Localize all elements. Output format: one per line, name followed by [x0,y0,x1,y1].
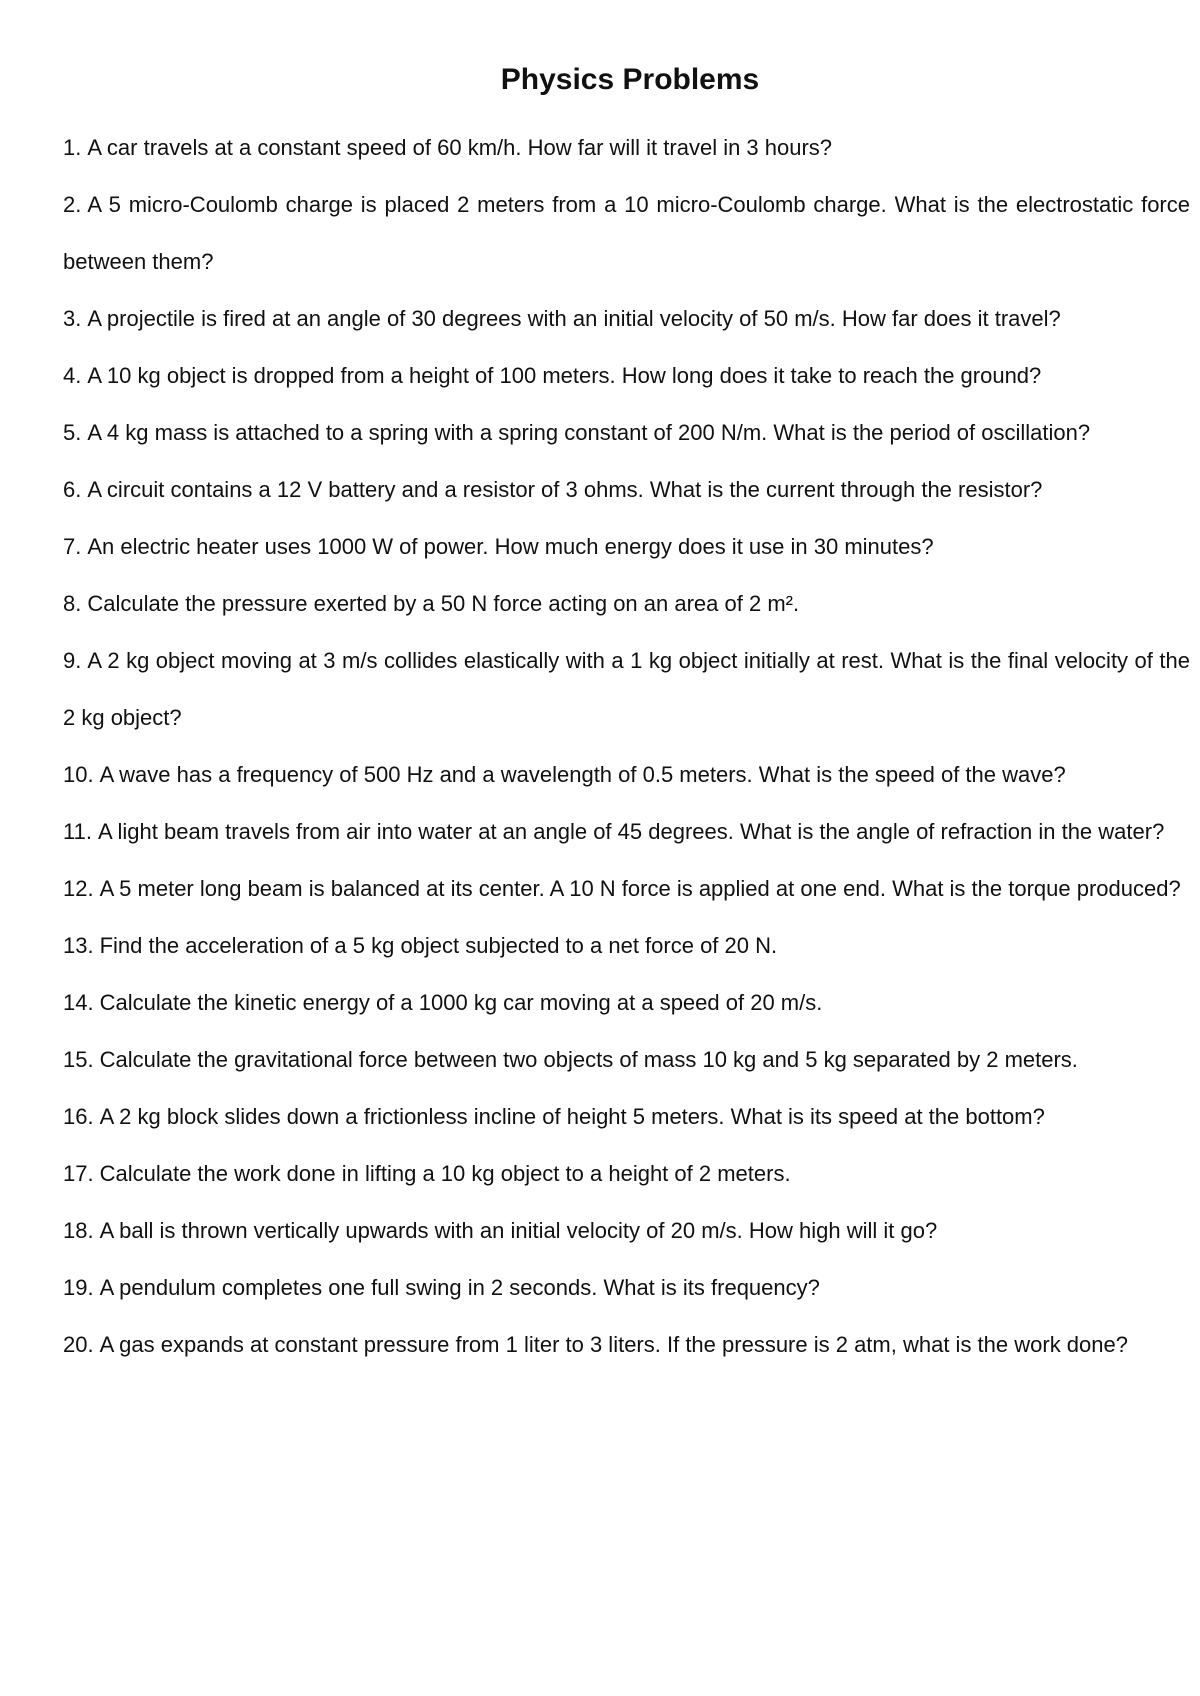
problem-text: A 5 meter long beam is balanced at its center. A 10 N force is applied at one end. What is the torque produced? [99,876,1181,901]
problem-number: 7. [63,534,82,559]
problem-item [63,1031,1190,1088]
problem-item [63,1145,1190,1202]
problem-text: A 10 kg object is dropped from a height of 100 meters. How long does it take to reach the ground? [87,363,1042,388]
problem-number: 10. [63,762,94,787]
problem-item [63,575,1190,632]
problem-text: A 4 kg mass is attached to a spring with a spring constant of 200 N/m. What is the period of oscillation? [87,420,1091,445]
problem-item [63,518,1190,575]
problem-text: An electric heater uses 1000 W of power. How much energy does it use in 30 minutes? [87,534,934,559]
problem-text: A pendulum completes one full swing in 2 seconds. What is its frequency? [99,1275,820,1300]
problem-text: A 2 kg object moving at 3 m/s collides elastically with a 1 kg object initially at rest. What is the final velocity of the 2 kg object? [63,648,1190,730]
page-title: Physics Problems [500,63,760,96]
problem-text: A wave has a frequency of 500 Hz and a wavelength of 0.5 meters. What is the speed of the wave? [99,762,1066,787]
problem-item [63,746,1190,803]
problem-text: A 5 micro-Coulomb charge is placed 2 meters from a 10 micro-Coulomb charge. What is the electrostatic force between them? [63,192,1190,274]
problem-number: 13. [63,933,94,958]
problem-text: Calculate the kinetic energy of a 1000 kg car moving at a speed of 20 m/s. [99,990,823,1015]
problem-text: A circuit contains a 12 V battery and a resistor of 3 ohms. What is the current through the resistor? [87,477,1043,502]
problem-text: Calculate the pressure exerted by a 50 N force acting on an area of 2 m². [87,591,800,616]
problem-item [63,803,1190,860]
problem-number: 4. [63,363,82,388]
problem-item [63,404,1190,461]
problem-text: A gas expands at constant pressure from 1 liter to 3 liters. If the pressure is 2 atm, what is the work done? [99,1332,1128,1357]
problem-item [63,917,1190,974]
problem-item [63,176,1190,290]
problem-number: 18. [63,1218,94,1243]
problem-number: 19. [63,1275,94,1300]
problem-item [63,974,1190,1031]
problem-number: 14. [63,990,94,1015]
problem-number: 15. [63,1047,94,1072]
problem-number: 9. [63,648,82,673]
problem-text: A light beam travels from air into water at an angle of 45 degrees. What is the angle of refraction in the water? [97,819,1165,844]
problem-item [63,461,1190,518]
problem-text: A projectile is fired at an angle of 30 degrees with an initial velocity of 50 m/s. How far does it travel? [87,306,1061,331]
problem-number: 12. [63,876,94,901]
problem-text: Calculate the work done in lifting a 10 kg object to a height of 2 meters. [99,1161,791,1186]
problem-number: 20. [63,1332,94,1357]
problem-number: 6. [63,477,82,502]
problem-item [63,347,1190,404]
problem-item [63,1202,1190,1259]
problem-number: 2. [63,192,82,217]
problem-number: 3. [63,306,82,331]
problem-item [63,1316,1190,1373]
problem-item [63,290,1190,347]
problem-number: 1. [63,135,82,160]
problem-text: A 2 kg block slides down a frictionless incline of height 5 meters. What is its speed at the bottom? [99,1104,1045,1129]
problem-number: 8. [63,591,82,616]
problem-number: 5. [63,420,82,445]
problem-text: Calculate the gravitational force between two objects of mass 10 kg and 5 kg separated by 2 meters. [99,1047,1078,1072]
problem-item [63,860,1190,917]
problem-number: 17. [63,1161,94,1186]
problem-item [63,1259,1190,1316]
problem-list [63,119,1190,1373]
problem-number: 11. [63,819,92,844]
problem-item [63,1088,1190,1145]
problem-text: Find the acceleration of a 5 kg object subjected to a net force of 20 N. [99,933,778,958]
problem-text: A ball is thrown vertically upwards with an initial velocity of 20 m/s. How high will it go? [99,1218,938,1243]
problem-item [63,632,1190,746]
problem-number: 16. [63,1104,94,1129]
problem-text: A car travels at a constant speed of 60 km/h. How far will it travel in 3 hours? [87,135,833,160]
problem-item [63,119,1190,176]
